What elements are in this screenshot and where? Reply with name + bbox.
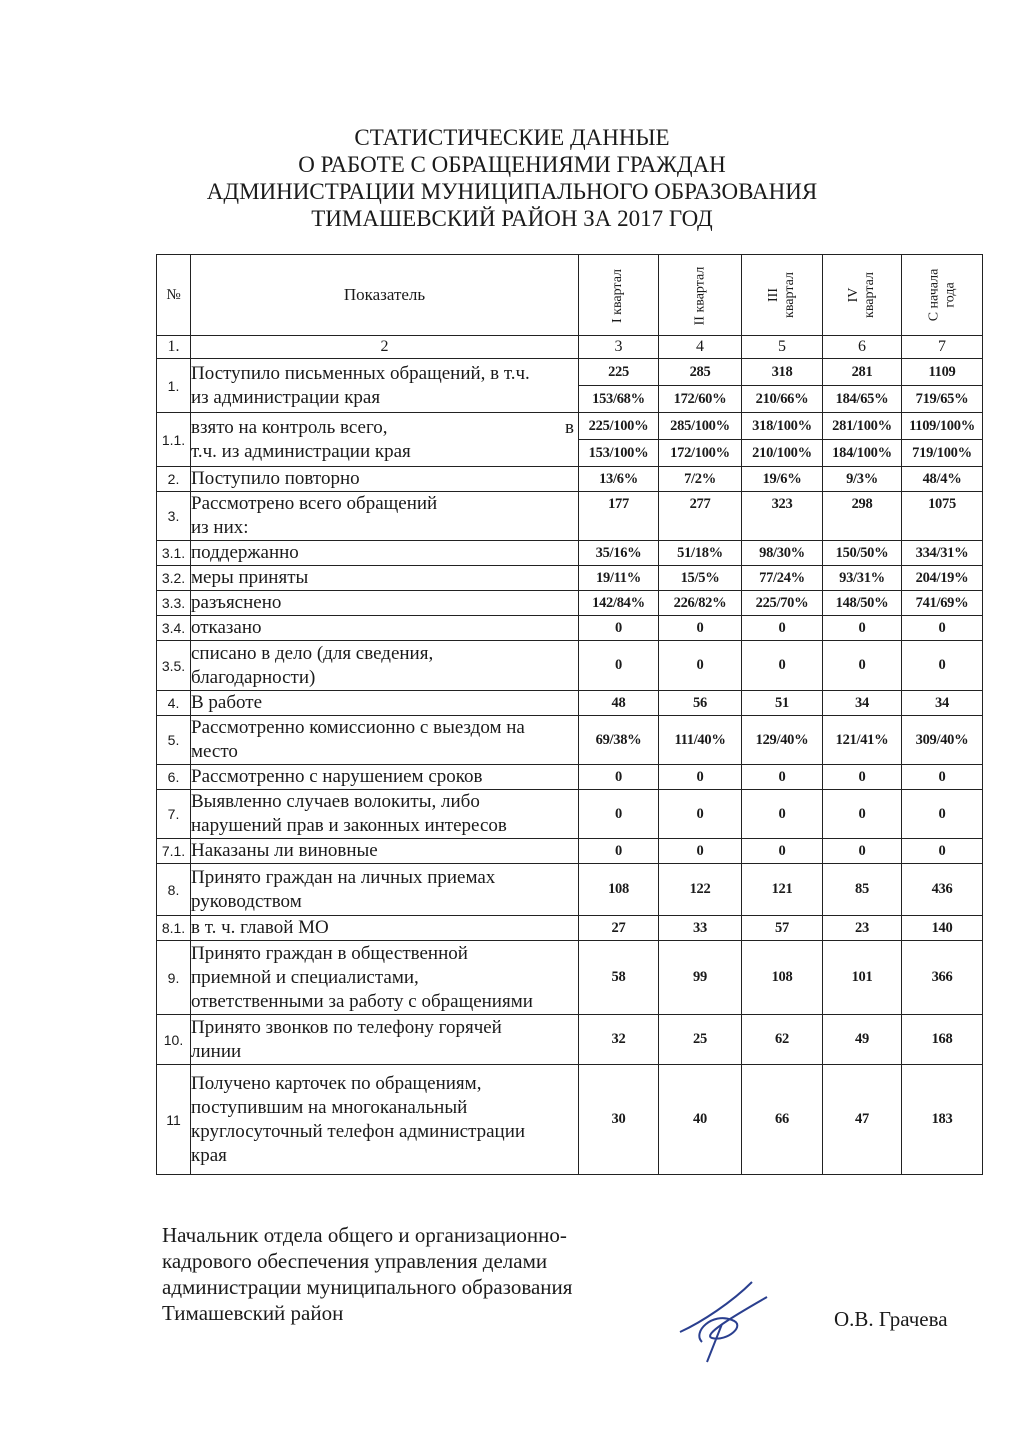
value-cell: 309/40% [902,716,983,765]
value-cell: 150/50% [823,541,902,566]
value-cell: 0 [659,765,742,790]
value-cell: 93/31% [823,566,902,591]
row-number: 1. [157,359,191,413]
header-q4 [823,255,902,336]
value-cell: 0 [659,839,742,864]
value-cell: 0 [579,839,659,864]
value-cell: 13/6% [579,467,659,492]
signatory-position: Начальник отдела общего и организационно- кадрового обеспечения управления делами администрации муниципального образования Тимашевский район [162,1223,573,1325]
value-cell-split [659,413,742,467]
value-cell: 23 [823,916,902,941]
row-label: Принято звонков по телефону горячей линии [191,1015,579,1065]
row-number: 7.1. [157,839,191,864]
value-top: 318 [771,364,793,380]
value-cell: 204/19% [902,566,983,591]
value-cell: 34 [823,691,902,716]
row-number: 3.5. [157,641,191,691]
table-row [157,765,983,790]
value-cell-split [902,359,983,413]
row-number: 3.3. [157,591,191,616]
row-number: 6. [157,765,191,790]
value-cell: 69/38% [579,716,659,765]
row-label: в т. ч. главой МО [191,916,579,941]
value-cell: 741/69% [902,591,983,616]
column-index-row [157,336,983,359]
value-cell: 298 [823,492,902,541]
document-title [0,124,1024,232]
value-bottom: 210/100% [742,439,822,466]
value-cell-split [902,413,983,467]
row-label: поддержанно [191,541,579,566]
value-bottom: 210/66% [742,385,822,412]
value-cell: 101 [823,941,902,1015]
header-q2-text: II квартал [691,266,707,326]
value-top: 281 [851,364,873,380]
signer-name: О.В. Грачева [834,1307,948,1331]
value-cell: 34 [902,691,983,716]
table-row [157,591,983,616]
value-cell: 226/82% [659,591,742,616]
table-row [157,1015,983,1065]
value-cell: 62 [742,1015,823,1065]
value-bottom: 172/100% [659,439,741,466]
header-q2 [659,255,742,336]
value-cell: 142/84% [579,591,659,616]
value-cell: 32 [579,1015,659,1065]
header-ytd [902,255,983,336]
value-cell: 0 [902,765,983,790]
value-cell: 323 [742,492,823,541]
value-bottom: 184/100% [823,439,901,466]
value-top: 1109/100% [909,418,975,434]
value-top: 285 [689,364,711,380]
value-cell: 35/16% [579,541,659,566]
table-row [157,467,983,492]
value-cell: 436 [902,864,983,916]
index-cell: 5 [742,336,823,359]
header-indicator: Показатель [191,255,579,336]
table-row [157,359,983,413]
value-cell-split [579,359,659,413]
value-cell: 0 [823,616,902,641]
value-cell: 277 [659,492,742,541]
table-row [157,790,983,839]
value-cell: 58 [579,941,659,1015]
value-cell: 48 [579,691,659,716]
value-cell: 0 [902,790,983,839]
row-number: 10. [157,1015,191,1065]
value-cell-split [659,359,742,413]
value-cell: 40 [659,1065,742,1175]
value-cell: 0 [579,765,659,790]
row-label-line-1 [191,416,578,440]
value-cell: 0 [902,616,983,641]
value-cell-split [579,413,659,467]
value-cell: 0 [659,790,742,839]
title-line-3: АДМИНИСТРАЦИИ МУНИЦИПАЛЬНОГО ОБРАЗОВАНИЯ [206,179,818,204]
header-q3-text: III квартал [766,272,797,318]
value-cell: 0 [902,839,983,864]
value-bottom: 153/100% [579,439,658,466]
title-line-4: ТИМАШЕВСКИЙ РАЙОН ЗА 2017 ГОД [311,206,713,231]
row-number: 8.1. [157,916,191,941]
value-cell: 177 [579,492,659,541]
row-number: 3. [157,492,191,541]
value-cell: 0 [579,616,659,641]
value-cell: 0 [579,641,659,691]
value-top: 225/100% [588,418,649,434]
row-label: Рассмотренно с нарушением сроков [191,765,579,790]
row-number: 9. [157,941,191,1015]
value-cell: 0 [742,839,823,864]
header-ytd-text: С начала года [926,268,957,322]
value-cell: 51/18% [659,541,742,566]
row-number: 3.4. [157,616,191,641]
table-row [157,641,983,691]
row-number: 3.2. [157,566,191,591]
row-label-text: Поступило письменных обращений, в т.ч. [191,362,530,384]
table-row [157,616,983,641]
title-line-2: О РАБОТЕ С ОБРАЩЕНИЯМИ ГРАЖДАН [298,152,726,177]
row-label: Выявленно случаев волокиты, либо нарушений прав и законных интересов [191,790,579,839]
value-cell: 0 [742,790,823,839]
table-row [157,716,983,765]
row-label: меры приняты [191,566,579,591]
value-cell: 9/3% [823,467,902,492]
index-cell: 6 [823,336,902,359]
value-cell: 0 [823,839,902,864]
value-cell: 121/41% [823,716,902,765]
handwritten-signature [672,1262,782,1368]
value-top: 318/100% [752,418,812,434]
table-row [157,916,983,941]
value-cell: 85 [823,864,902,916]
value-cell: 0 [742,765,823,790]
index-cell: 2 [191,336,579,359]
header-num: № [157,255,191,336]
row-label [191,413,579,467]
table-row [157,492,983,541]
row-label: Получено карточек по обращениям, поступившим на многоканальный круглосуточный телефон администрации края [191,1065,579,1175]
table-row [157,541,983,566]
value-cell: 48/4% [902,467,983,492]
value-cell: 25 [659,1015,742,1065]
row-number: 5. [157,716,191,765]
row-label: Поступило повторно [191,467,579,492]
row-label: Принято граждан в общественной приемной и специалистами, ответственными за работу с обращениями [191,941,579,1015]
header-q3 [742,255,823,336]
row-label: В работе [191,691,579,716]
value-cell: 0 [742,641,823,691]
value-cell: 140 [902,916,983,941]
index-cell: 4 [659,336,742,359]
value-cell: 366 [902,941,983,1015]
value-cell: 148/50% [823,591,902,616]
table-header-row [157,255,983,336]
value-cell: 33 [659,916,742,941]
value-cell: 108 [742,941,823,1015]
row-label-line-2: из администрации края [191,386,381,408]
value-cell: 56 [659,691,742,716]
row-number: 8. [157,864,191,916]
value-cell: 19/11% [579,566,659,591]
value-bottom: 719/65% [902,385,982,412]
row-label: отказано [191,616,579,641]
row-label-line-2: т.ч. из администрации края [191,440,411,462]
value-cell: 66 [742,1065,823,1175]
header-q4-text: IV квартал [846,272,877,318]
row-number: 2. [157,467,191,492]
value-bottom: 153/68% [579,385,658,412]
value-cell: 0 [823,641,902,691]
value-cell: 129/40% [742,716,823,765]
value-cell-split [823,413,902,467]
row-label: Рассмотренно комиссионно с выездом на место [191,716,579,765]
value-cell: 99 [659,941,742,1015]
value-cell: 0 [902,641,983,691]
row-number: 4. [157,691,191,716]
value-cell: 49 [823,1015,902,1065]
index-cell: 1. [157,336,191,359]
table-row [157,413,983,467]
value-cell: 108 [579,864,659,916]
row-label [191,359,579,413]
value-cell: 334/31% [902,541,983,566]
table-row [157,839,983,864]
value-cell: 0 [659,616,742,641]
header-q1 [579,255,659,336]
value-top: 225 [608,364,629,380]
value-cell: 7/2% [659,467,742,492]
value-cell: 27 [579,916,659,941]
value-bottom: 172/60% [659,385,741,412]
value-top: 285/100% [670,418,730,434]
value-cell: 225/70% [742,591,823,616]
row-label: Наказаны ли виновные [191,839,579,864]
row-number: 3.1. [157,541,191,566]
value-cell: 19/6% [742,467,823,492]
title-line-1: СТАТИСТИЧЕСКИЕ ДАННЫЕ [354,125,670,150]
value-bottom: 719/100% [902,439,982,466]
value-cell: 0 [823,765,902,790]
value-cell: 111/40% [659,716,742,765]
row-label: списано в дело (для сведения, благодарности) [191,641,579,691]
index-cell: 7 [902,336,983,359]
value-top: 281/100% [832,418,892,434]
row-number: 11 [157,1065,191,1175]
table-row [157,864,983,916]
value-cell: 15/5% [659,566,742,591]
value-bottom: 184/65% [823,385,901,412]
value-cell-split [742,413,823,467]
row-label: разъяснено [191,591,579,616]
table-row [157,1065,983,1175]
value-cell: 0 [742,616,823,641]
value-cell: 47 [823,1065,902,1175]
header-q1-text: I квартал [610,268,626,324]
value-cell: 51 [742,691,823,716]
value-cell: 0 [659,641,742,691]
value-cell: 30 [579,1065,659,1175]
value-cell-split [823,359,902,413]
value-cell: 0 [579,790,659,839]
row-label-line-1 [191,362,578,386]
value-cell: 168 [902,1015,983,1065]
index-cell: 3 [579,336,659,359]
table-row [157,691,983,716]
value-cell: 183 [902,1065,983,1175]
table-row [157,566,983,591]
row-number: 1.1. [157,413,191,467]
row-label-text: взято на контроль всего, [191,416,388,438]
statistics-table [156,254,983,1175]
value-top: 1109 [928,364,956,380]
row-label: Принято граждан на личных приемах руководством [191,864,579,916]
value-cell-split [742,359,823,413]
table-row [157,941,983,1015]
value-cell: 98/30% [742,541,823,566]
row-number: 7. [157,790,191,839]
value-cell: 57 [742,916,823,941]
row-label-suffix: в [565,416,574,438]
row-label: Рассмотрено всего обращений из них: [191,492,579,541]
value-cell: 1075 [902,492,983,541]
value-cell: 121 [742,864,823,916]
value-cell: 0 [823,790,902,839]
value-cell: 77/24% [742,566,823,591]
value-cell: 122 [659,864,742,916]
